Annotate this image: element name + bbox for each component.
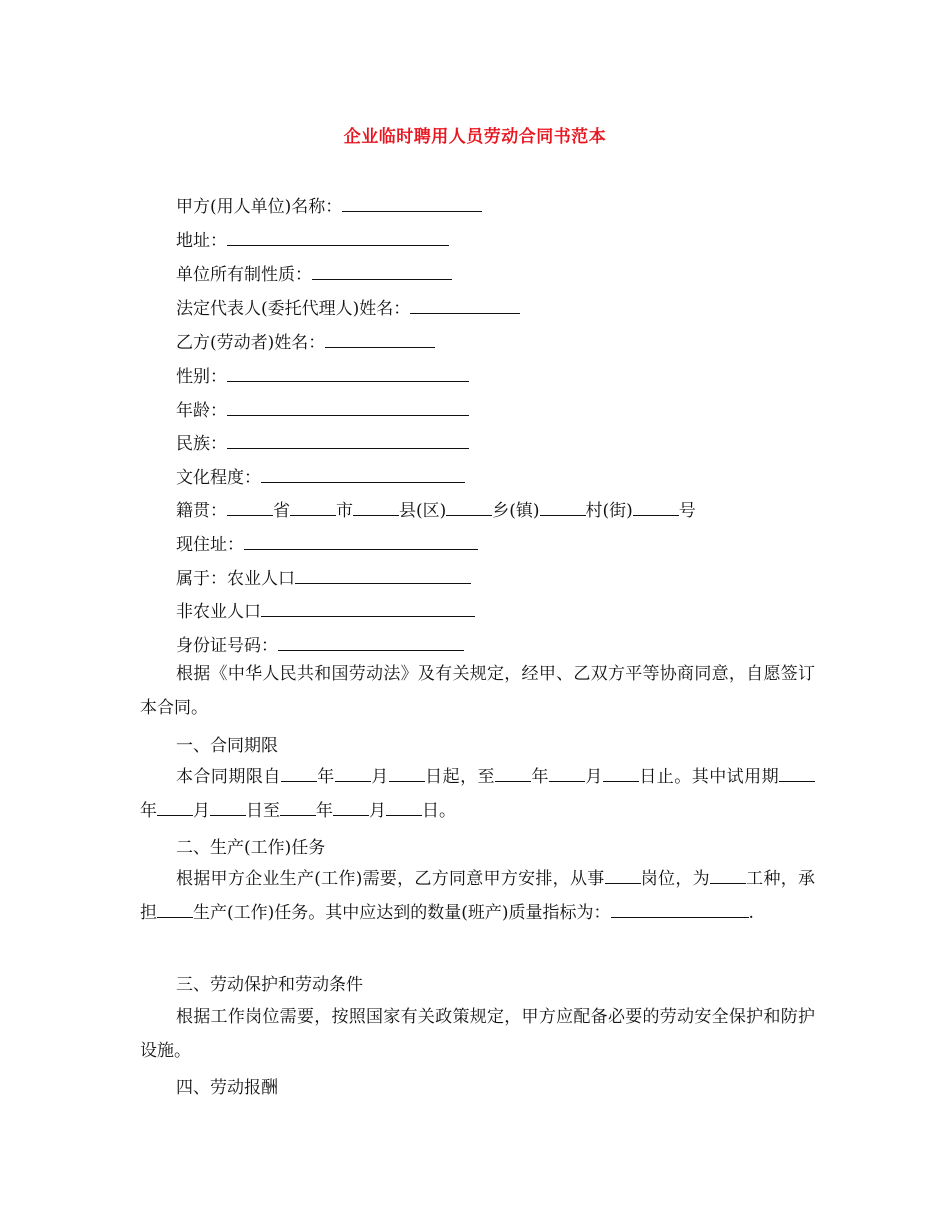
blank-line xyxy=(549,766,585,782)
field-native-place: 籍贯： 省 市 县(区) 乡(镇) 村(街) 号 xyxy=(176,501,696,521)
section-heading-term: 一、合同期限 xyxy=(176,736,278,756)
field-ownership: 单位所有制性质： xyxy=(176,264,452,285)
blank-line xyxy=(210,800,246,816)
blank-line xyxy=(227,500,273,516)
blank-line xyxy=(281,766,317,782)
blank-line xyxy=(157,800,193,816)
blank-line xyxy=(611,902,677,918)
section-task-paragraph: 根据甲方企业生产(工作)需要，乙方同意甲方安排，从事 岗位，为 工种，承担 生产(工作)任务。其中应达到的数量(班产)质量指标为： . xyxy=(140,869,816,923)
blank-line xyxy=(325,332,435,348)
field-gender: 性别： xyxy=(176,366,469,387)
blank-line xyxy=(710,868,746,884)
blank-line xyxy=(677,902,749,918)
section-heading-pay: 四、劳动报酬 xyxy=(176,1078,278,1098)
blank-line xyxy=(446,500,492,516)
field-belongs-to: 属于：农业人口 xyxy=(176,568,471,589)
blank-line xyxy=(495,766,531,782)
blank-line xyxy=(280,800,316,816)
section-heading-protection: 三、劳动保护和劳动条件 xyxy=(176,975,363,995)
blank-line xyxy=(312,264,452,280)
blank-line xyxy=(157,902,193,918)
blank-line xyxy=(410,298,520,314)
blank-line xyxy=(227,366,469,382)
blank-line xyxy=(261,601,475,617)
field-non-agri: 非农业人口 xyxy=(176,601,475,622)
intro-paragraph: 根据《中华人民共和国劳动法》及有关规定，经甲、乙双方平等协商同意，自愿签订本合同。 xyxy=(140,664,815,718)
field-party-a-name: 甲方(用人单位)名称： xyxy=(176,196,482,217)
blank-line xyxy=(540,500,586,516)
blank-line xyxy=(295,568,471,584)
field-education: 文化程度： xyxy=(176,467,465,488)
blank-line xyxy=(605,868,641,884)
field-current-address: 现住址： xyxy=(176,534,478,555)
blank-line xyxy=(386,800,422,816)
field-party-b-name: 乙方(劳动者)姓名： xyxy=(176,332,435,353)
blank-line xyxy=(333,800,369,816)
blank-line xyxy=(227,230,449,246)
field-ethnicity: 民族： xyxy=(176,433,469,454)
section-protection-paragraph: 根据工作岗位需要，按照国家有关政策规定，甲方应配备必要的劳动安全保护和防护设施。 xyxy=(140,1007,815,1061)
field-address: 地址： xyxy=(176,230,449,251)
section-term-paragraph: 本合同期限自 年 月 日起，至 年 月 日止。其中试用期年 月 日至 年 月 日。 xyxy=(140,760,815,828)
document-title: 企业临时聘用人员劳动合同书范本 xyxy=(343,127,607,147)
section-heading-task: 二、生产(工作)任务 xyxy=(176,838,326,858)
blank-line xyxy=(335,766,371,782)
blank-line xyxy=(244,534,478,550)
blank-line xyxy=(603,766,639,782)
blank-line xyxy=(633,500,679,516)
field-id-number: 身份证号码： xyxy=(176,635,464,656)
field-age: 年龄： xyxy=(176,400,469,421)
field-legal-rep: 法定代表人(委托代理人)姓名： xyxy=(176,298,520,319)
blank-line xyxy=(353,500,399,516)
blank-line xyxy=(779,766,815,782)
blank-line xyxy=(389,766,425,782)
blank-line xyxy=(290,500,336,516)
blank-line xyxy=(278,635,464,651)
blank-line xyxy=(261,467,465,483)
blank-line xyxy=(227,400,469,416)
blank-line xyxy=(342,196,482,212)
blank-line xyxy=(227,433,469,449)
